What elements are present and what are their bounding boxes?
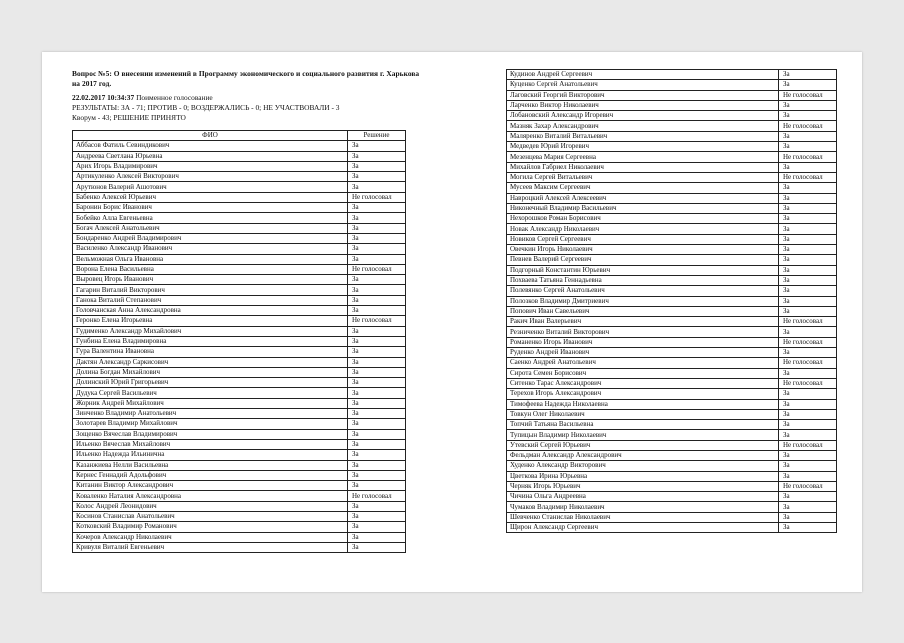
table-row [73, 522, 406, 532]
table-row [73, 439, 406, 449]
vote-decision: За [348, 367, 406, 377]
deputy-name: Дудука Сергей Васильевич [73, 388, 348, 398]
deputy-name: Михайлов Габриел Николаевич [507, 162, 779, 172]
table-row [73, 306, 406, 316]
vote-decision: За [348, 347, 406, 357]
table-row [507, 317, 837, 327]
table-row [73, 419, 406, 429]
vote-decision: За [348, 522, 406, 532]
vote-decision: За [779, 420, 837, 430]
deputy-name: Богач Алексей Анатольевич [73, 223, 348, 233]
table-row [507, 70, 837, 80]
table-row [73, 213, 406, 223]
vote-decision: За [348, 336, 406, 346]
column-header-name: ФИО [73, 131, 348, 141]
vote-decision: Не голосовал [779, 121, 837, 131]
vote-decision: За [348, 244, 406, 254]
table-row [73, 151, 406, 161]
deputy-name: Колос Андрей Леонидович [73, 501, 348, 511]
table-row [507, 142, 837, 152]
vote-decision: За [348, 172, 406, 182]
vote-decision: За [779, 306, 837, 316]
table-row [507, 183, 837, 193]
vote-decision: За [348, 460, 406, 470]
table-row [73, 409, 406, 419]
table-row [507, 409, 837, 419]
table-row [73, 367, 406, 377]
deputy-name: Бобейко Алла Евгеньевна [73, 213, 348, 223]
vote-decision: За [348, 511, 406, 521]
vote-decision: За [779, 255, 837, 265]
deputy-name: Сирота Семен Борисович [507, 368, 779, 378]
vote-decision: За [348, 233, 406, 243]
deputy-name: Казанжиева Нелли Васильевна [73, 460, 348, 470]
vote-decision: За [779, 193, 837, 203]
vote-decision: За [779, 234, 837, 244]
table-row [507, 121, 837, 131]
table-row [507, 440, 837, 450]
deputy-name: Руденко Андрей Иванович [507, 348, 779, 358]
vote-decision: За [779, 224, 837, 234]
deputy-name: Коваленко Наталия Александровна [73, 491, 348, 501]
deputy-name: Романенко Игорь Иванович [507, 337, 779, 347]
table-row [507, 224, 837, 234]
table-row [507, 111, 837, 121]
table-row [73, 223, 406, 233]
vote-decision: За [779, 70, 837, 80]
table-row [73, 244, 406, 254]
vote-decision: Не голосовал [348, 316, 406, 326]
deputy-name: Ворона Елена Васильевна [73, 264, 348, 274]
vote-decision: За [779, 275, 837, 285]
table-row [507, 162, 837, 172]
table-row [507, 368, 837, 378]
table-row [73, 336, 406, 346]
table-row [73, 275, 406, 285]
deputy-name: Новиков Сергей Сергеевич [507, 234, 779, 244]
vote-decision: За [348, 223, 406, 233]
deputy-name: Тупицын Владимир Николаевич [507, 430, 779, 440]
table-row [507, 172, 837, 182]
vote-decision: За [779, 214, 837, 224]
vote-decision: Не голосовал [348, 192, 406, 202]
table-row [507, 100, 837, 110]
deputy-name: Ларченко Виктор Николаевич [507, 100, 779, 110]
vote-decision: За [348, 213, 406, 223]
deputy-name: Гудименко Александр Михайлович [73, 326, 348, 336]
table-row [73, 388, 406, 398]
table-row [507, 337, 837, 347]
deputy-name: Похваева Татьяна Геннадьевна [507, 275, 779, 285]
table-row [507, 327, 837, 337]
table-row [73, 347, 406, 357]
table-row [73, 316, 406, 326]
deputy-name: Долинский Юрий Григорьевич [73, 378, 348, 388]
document-header [72, 69, 422, 123]
table-row [73, 378, 406, 388]
vote-decision: За [348, 161, 406, 171]
vote-decision: За [348, 306, 406, 316]
deputy-name: Чичина Ольга Андреевна [507, 492, 779, 502]
vote-decision: За [348, 542, 406, 552]
table-row [507, 255, 837, 265]
vote-decision: За [348, 254, 406, 264]
deputy-name: Новак Александр Николаевич [507, 224, 779, 234]
deputy-name: Арутюнов Валерий Ашотович [73, 182, 348, 192]
table-row [507, 193, 837, 203]
table-row [73, 172, 406, 182]
table-row [507, 399, 837, 409]
deputy-name: Саенко Андрей Анатольевич [507, 358, 779, 368]
vote-decision: За [779, 389, 837, 399]
deputy-name: Товкун Олег Николаевич [507, 409, 779, 419]
deputy-name: Фельдман Александр Александрович [507, 450, 779, 460]
deputy-name: Нехорошков Роман Борисович [507, 214, 779, 224]
deputy-name: Головчанская Анна Александровна [73, 306, 348, 316]
table-row [507, 131, 837, 141]
table-row [73, 532, 406, 542]
table-row [507, 275, 837, 285]
table-row [507, 523, 837, 533]
vote-decision: За [779, 327, 837, 337]
table-row [507, 265, 837, 275]
vote-decision: Не голосовал [779, 378, 837, 388]
table-row [73, 470, 406, 480]
vote-decision: За [779, 523, 837, 533]
table-row [73, 398, 406, 408]
vote-decision: За [779, 450, 837, 460]
deputy-name: Гура Валентина Ивановна [73, 347, 348, 357]
table-row [507, 481, 837, 491]
vote-decision: За [779, 131, 837, 141]
table-row [73, 182, 406, 192]
table-row [73, 511, 406, 521]
quorum-decision: Кворум - 43; РЕШЕНИЕ ПРИНЯТО [72, 113, 186, 122]
table-row [73, 203, 406, 213]
deputy-name: Выровец Игорь Иванович [73, 275, 348, 285]
deputy-name: Котковский Владимир Романович [73, 522, 348, 532]
table-row [73, 429, 406, 439]
deputy-name: Кернес Геннадий Адольфович [73, 470, 348, 480]
deputy-name: Терехов Игорь Александрович [507, 389, 779, 399]
vote-decision: За [348, 532, 406, 542]
deputy-name: Тимофеева Надежда Николаевна [507, 399, 779, 409]
deputy-name: Никонечный Владимир Васильевич [507, 203, 779, 213]
table-row [507, 389, 837, 399]
vote-decision: Не голосовал [779, 481, 837, 491]
deputy-name: Артикуленко Алексей Викторович [73, 172, 348, 182]
deputy-name: Дактян Александр Саркисович [73, 357, 348, 367]
vote-decision: За [348, 378, 406, 388]
table-header-row [73, 131, 406, 141]
deputy-name: Долина Богдан Михайлович [73, 367, 348, 377]
vote-decision: За [348, 357, 406, 367]
deputy-name: Могила Сергей Витальевич [507, 172, 779, 182]
deputy-name: Чумаков Владимир Николаевич [507, 502, 779, 512]
deputy-name: Цветкова Ирина Юрьевна [507, 471, 779, 481]
deputy-name: Певнев Валерий Сергеевич [507, 255, 779, 265]
vote-decision: За [779, 399, 837, 409]
deputy-name: Полевянко Сергей Анатольевич [507, 286, 779, 296]
vote-decision: За [348, 275, 406, 285]
vote-decision: За [348, 409, 406, 419]
deputy-name: Подгорный Константин Юрьевич [507, 265, 779, 275]
vote-decision: Не голосовал [779, 172, 837, 182]
table-row [73, 141, 406, 151]
table-row [73, 450, 406, 460]
deputy-name: Овечкин Игорь Николаевич [507, 245, 779, 255]
table-row [507, 80, 837, 90]
table-row [73, 161, 406, 171]
table-row [507, 245, 837, 255]
deputy-name: Гунбина Елена Владимировна [73, 336, 348, 346]
vote-decision: За [779, 183, 837, 193]
vote-decision: За [348, 285, 406, 295]
deputy-name: Бондаренко Андрей Владимирович [73, 233, 348, 243]
table-row [507, 450, 837, 460]
deputy-name: Резниченко Виталий Викторович [507, 327, 779, 337]
votes-table-left [72, 130, 406, 553]
vote-decision: За [779, 162, 837, 172]
deputy-name: Зощенко Вячеслав Владимирович [73, 429, 348, 439]
table-row [507, 348, 837, 358]
vote-decision: За [348, 470, 406, 480]
table-row [507, 492, 837, 502]
table-row [507, 90, 837, 100]
vote-decision: За [779, 100, 837, 110]
vote-decision: За [348, 398, 406, 408]
vote-decision: За [348, 326, 406, 336]
deputy-name: Бабенко Алексей Юрьевич [73, 192, 348, 202]
table-row [507, 430, 837, 440]
deputy-name: Арих Игорь Владимирович [73, 161, 348, 171]
vote-decision: За [779, 368, 837, 378]
votes-table-right [506, 69, 837, 533]
deputy-name: Ситенко Тарас Александрович [507, 378, 779, 388]
table-row [73, 254, 406, 264]
table-row [73, 264, 406, 274]
deputy-name: Китанин Виктор Александрович [73, 481, 348, 491]
deputy-name: Баронин Борис Иванович [73, 203, 348, 213]
table-row [507, 214, 837, 224]
vote-decision: За [348, 481, 406, 491]
vote-decision: За [779, 348, 837, 358]
deputy-name: Кудинов Андрей Сергеевич [507, 70, 779, 80]
deputy-name: Аббасов Фатиль Севиндикович [73, 141, 348, 151]
vote-decision: За [779, 492, 837, 502]
table-row [73, 192, 406, 202]
table-row [507, 420, 837, 430]
deputy-name: Жорник Андрей Михайлович [73, 398, 348, 408]
vote-decision: За [779, 142, 837, 152]
table-row [507, 502, 837, 512]
deputy-name: Лобановский Александр Игоревич [507, 111, 779, 121]
deputy-name: Мусеев Максим Сергеевич [507, 183, 779, 193]
table-row [73, 357, 406, 367]
table-row [507, 286, 837, 296]
deputy-name: Шевченко Станислав Николаевич [507, 512, 779, 522]
vote-decision: Не голосовал [779, 440, 837, 450]
vote-decision: За [348, 141, 406, 151]
deputy-name: Вельможная Ольга Ивановна [73, 254, 348, 264]
table-row [73, 295, 406, 305]
table-row [507, 203, 837, 213]
deputy-name: Навроцкий Алексей Алексеевич [507, 193, 779, 203]
table-row [507, 461, 837, 471]
vote-decision: За [779, 245, 837, 255]
deputy-name: Полозков Владимир Дмитриевич [507, 296, 779, 306]
deputy-name: Маляренко Виталий Витальевич [507, 131, 779, 141]
deputy-name: Кривуля Виталий Евгеньевич [73, 542, 348, 552]
table-row [507, 471, 837, 481]
deputy-name: Гагарин Виталий Викторович [73, 285, 348, 295]
vote-decision: За [348, 419, 406, 429]
deputy-name: Худенко Александр Викторович [507, 461, 779, 471]
vote-decision: За [779, 286, 837, 296]
vote-decision: За [779, 80, 837, 90]
deputy-name: Попович Иван Савельевич [507, 306, 779, 316]
table-row [507, 306, 837, 316]
deputy-name: Ильенко Надежда Ильинична [73, 450, 348, 460]
deputy-name: Мазняк Захар Александрович [507, 121, 779, 131]
vote-decision: Не голосовал [348, 491, 406, 501]
vote-decision: За [348, 295, 406, 305]
question-title: Вопрос №5: О внесении изменений в Программу экономического и социального развития г. Харькова на 2017 год. [72, 69, 420, 88]
vote-decision: За [779, 512, 837, 522]
vote-decision: Не голосовал [779, 317, 837, 327]
table-row [73, 460, 406, 470]
vote-type: Поименное голосование [136, 93, 213, 102]
deputy-name: Черняк Игорь Юрьевич [507, 481, 779, 491]
vote-decision: За [779, 430, 837, 440]
results-summary: РЕЗУЛЬТАТЫ: ЗА - 71; ПРОТИВ - 0; ВОЗДЕРЖАЛИСЬ - 0; НЕ УЧАСТВОВАЛИ - 3 [72, 103, 340, 112]
vote-date: 22.02.2017 10:34:37 [72, 93, 135, 102]
vote-decision: Не голосовал [779, 90, 837, 100]
vote-decision: За [779, 296, 837, 306]
deputy-name: Кочеров Александр Николаевич [73, 532, 348, 542]
deputy-name: Щирон Александр Сергеевич [507, 523, 779, 533]
vote-decision: Не голосовал [779, 152, 837, 162]
vote-decision: За [779, 111, 837, 121]
vote-decision: За [348, 203, 406, 213]
deputy-name: Куценко Сергей Анатольевич [507, 80, 779, 90]
deputy-name: Медведев Юрий Игоревич [507, 142, 779, 152]
vote-decision: За [779, 461, 837, 471]
deputy-name: Василенко Александр Иванович [73, 244, 348, 254]
vote-decision: За [348, 151, 406, 161]
table-row [73, 542, 406, 552]
column-header-decision: Решение [348, 131, 406, 141]
vote-decision: Не голосовал [779, 337, 837, 347]
table-row [507, 358, 837, 368]
vote-decision: За [779, 471, 837, 481]
deputy-name: Зинченко Владимир Анатольевич [73, 409, 348, 419]
deputy-name: Андреева Светлана Юрьевна [73, 151, 348, 161]
table-row [507, 512, 837, 522]
vote-decision: За [779, 409, 837, 419]
vote-decision: Не голосовал [779, 358, 837, 368]
deputy-name: Ильенко Вячеслав Михайлович [73, 439, 348, 449]
deputy-name: Лаговский Георгий Викторович [507, 90, 779, 100]
deputy-name: Утевский Сергей Юрьевич [507, 440, 779, 450]
table-row [507, 378, 837, 388]
vote-decision: За [779, 265, 837, 275]
vote-decision: За [348, 501, 406, 511]
deputy-name: Ганока Виталий Степанович [73, 295, 348, 305]
vote-meta [72, 93, 422, 103]
table-row [73, 491, 406, 501]
vote-decision: За [779, 502, 837, 512]
deputy-name: Косинов Станислав Анатольевич [73, 511, 348, 521]
vote-decision: За [348, 429, 406, 439]
deputy-name: Золотарев Владимир Михайлович [73, 419, 348, 429]
deputy-name: Ракич Иван Валерьевич [507, 317, 779, 327]
vote-decision: За [348, 182, 406, 192]
table-row [73, 326, 406, 336]
table-row [73, 481, 406, 491]
deputy-name: Геронко Елена Игорьевна [73, 316, 348, 326]
table-row [507, 234, 837, 244]
vote-decision: За [348, 439, 406, 449]
table-row [507, 152, 837, 162]
vote-decision: Не голосовал [348, 264, 406, 274]
vote-decision: За [348, 388, 406, 398]
deputy-name: Топчий Татьяна Васильевна [507, 420, 779, 430]
table-row [507, 296, 837, 306]
table-row [73, 501, 406, 511]
deputy-name: Мезенцева Мария Сергеевна [507, 152, 779, 162]
vote-decision: За [779, 203, 837, 213]
table-row [73, 233, 406, 243]
table-row [73, 285, 406, 295]
vote-decision: За [348, 450, 406, 460]
